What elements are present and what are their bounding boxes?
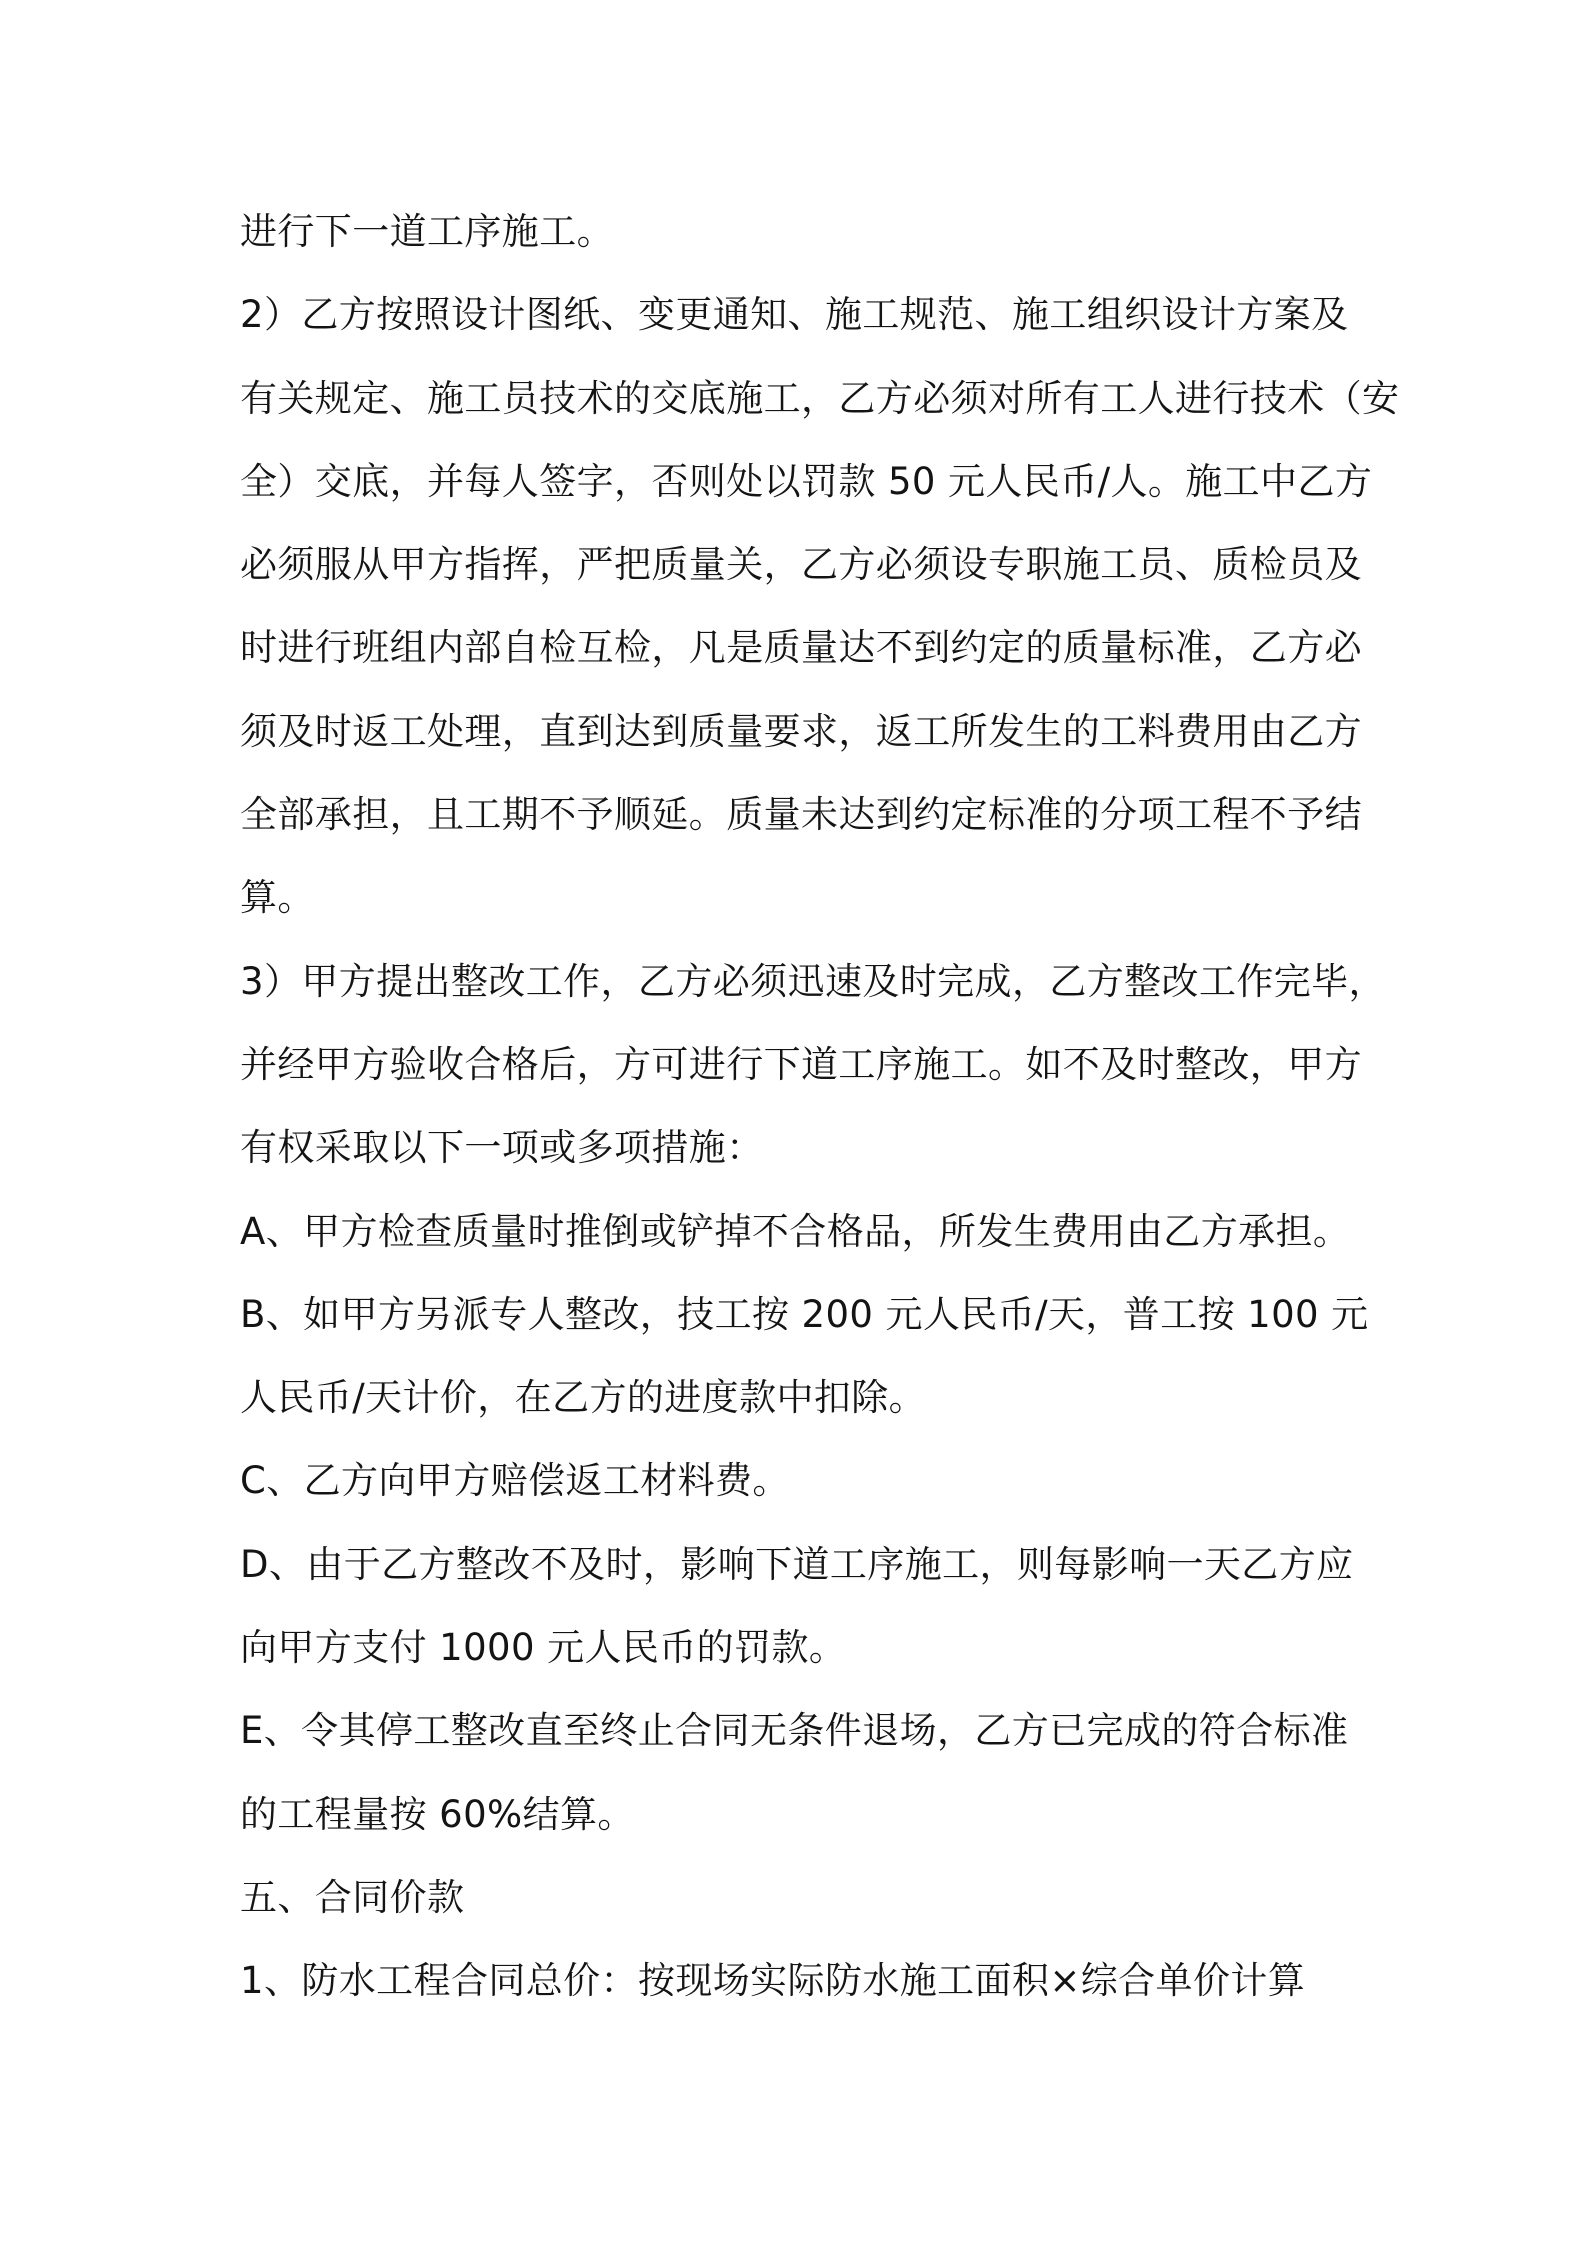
text-line: 向甲方支付 1000 元人民币的罚款。 [240, 1626, 847, 1670]
text-line: 进行下一道工序施工。 [240, 210, 614, 253]
text-line: 全部承担，且工期不予顺延。质量未达到约定标准的分项工程不予结 [240, 793, 1362, 837]
text-line: B、如甲方另派专人整改，技工按 200 元人民币/天，普工按 100 元 [240, 1292, 1369, 1336]
text-line: 须及时返工处理，直到达到质量要求，返工所发生的工料费用由乙方 [240, 709, 1362, 753]
text-line: D、由于乙方整改不及时，影响下道工序施工，则每影响一天乙方应 [240, 1542, 1354, 1586]
text-line: 3）甲方提出整改工作，乙方必须迅速及时完成，乙方整改工作完毕， [240, 959, 1386, 1003]
text-line: 有关规定、施工员技术的交底施工，乙方必须对所有工人进行技术（安 [240, 376, 1400, 420]
text-line: 人民币/天计价，在乙方的进度款中扣除。 [240, 1376, 927, 1420]
text-line: 1、防水工程合同总价：按现场实际防水施工面积×综合单价计算 [240, 1959, 1306, 2003]
text-line: E、令其停工整改直至终止合同无条件退场，乙方已完成的符合标准 [240, 1709, 1349, 1753]
text-line: 有权采取以下一项或多项措施： [240, 1126, 764, 1170]
text-line: 全）交底，并每人签字，否则处以罚款 50 元人民币/人。施工中乙方 [240, 459, 1373, 503]
text-line: 时进行班组内部自检互检，凡是质量达不到约定的质量标准，乙方必 [240, 626, 1362, 670]
text-line: 必须服从甲方指挥，严把质量关，乙方必须设专职施工员、质检员及 [240, 543, 1362, 587]
text-line: 算。 [240, 876, 315, 920]
text-line: 2）乙方按照设计图纸、变更通知、施工规范、施工组织设计方案及 [240, 293, 1349, 337]
text-line: C、乙方向甲方赔偿返工材料费。 [240, 1459, 790, 1503]
section-heading: 五、合同价款 [240, 1875, 465, 1919]
text-line: 并经甲方验收合格后，方可进行下道工序施工。如不及时整改，甲方 [240, 1042, 1362, 1086]
document-body [240, 190, 1400, 2023]
text-line: A、甲方检查质量时推倒或铲掉不合格品，所发生费用由乙方承担。 [240, 1209, 1351, 1253]
text-line: 的工程量按 60%结算。 [240, 1792, 635, 1836]
